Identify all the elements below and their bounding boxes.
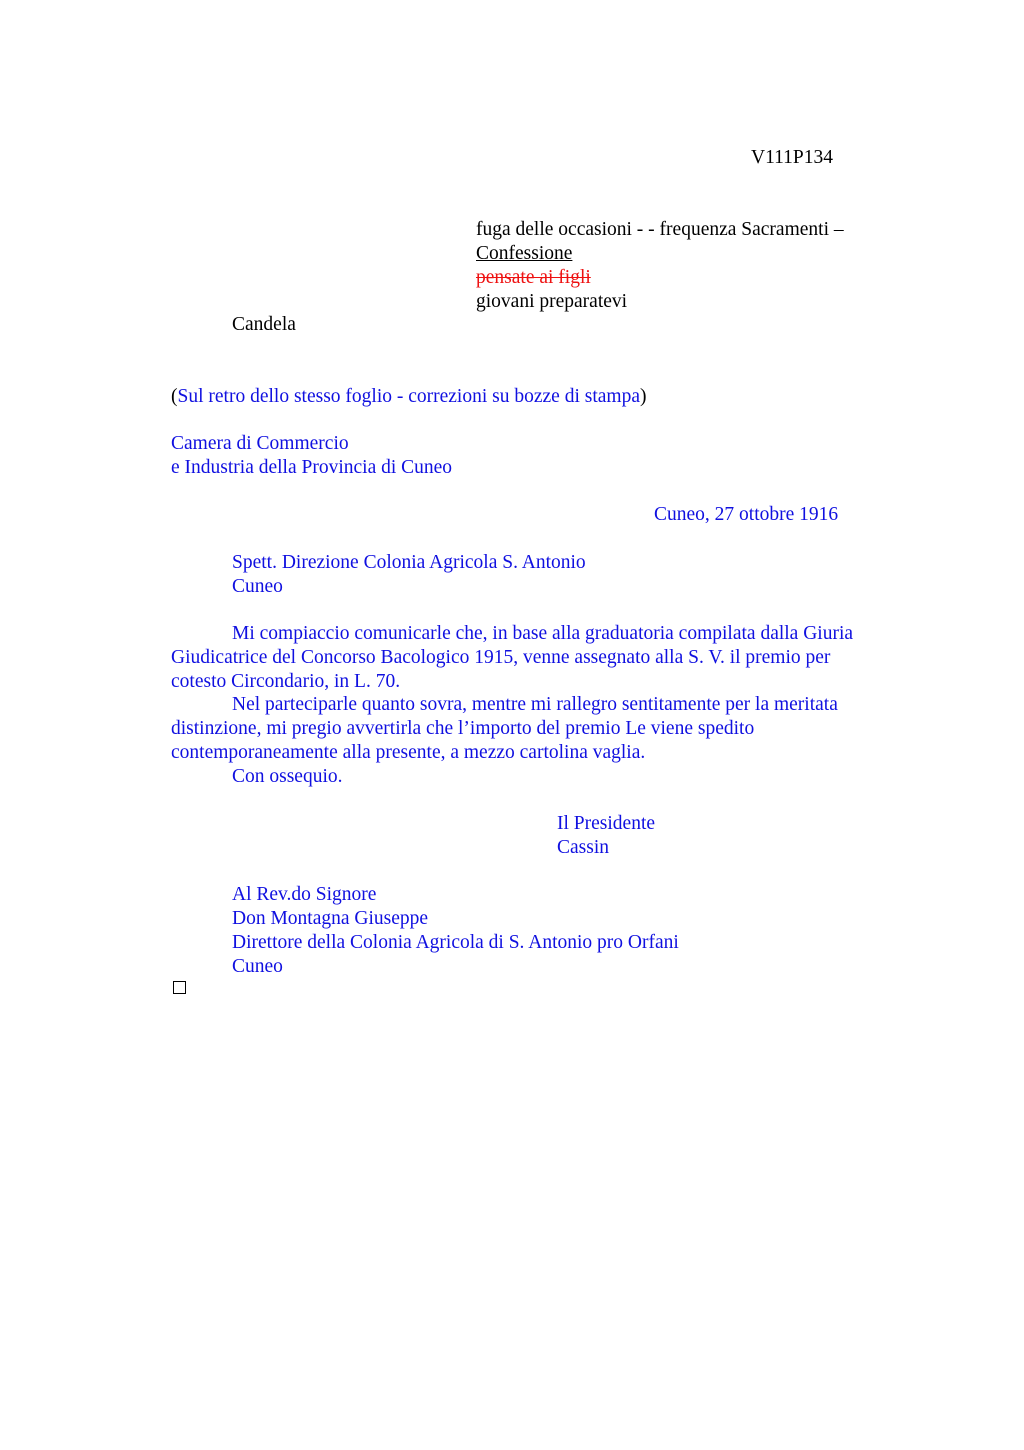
signature-title: Il Presidente [557, 813, 656, 834]
back-note-close-paren: ) [639, 386, 647, 407]
reference-code: V111P134 [751, 147, 833, 168]
signature-name: Cassin [557, 837, 610, 858]
note-line-2: Confessione [476, 243, 573, 264]
recipient-line-1: Spett. Direzione Colonia Agricola S. Antonio [232, 552, 586, 573]
address-line: Cuneo [232, 956, 283, 977]
recipient-line-2: Cuneo [232, 576, 283, 597]
note-line-4: giovani preparatevi [476, 291, 628, 312]
note-line-3-struck: pensate ai figli [476, 267, 591, 288]
checkbox-icon[interactable] [173, 981, 186, 994]
address-line: Don Montagna Giuseppe [232, 908, 429, 929]
address-line: Direttore della Colonia Agricola di S. Antonio pro Orfani [232, 932, 679, 953]
body-line: cotesto Circondario, in L. 70. [171, 671, 401, 692]
body-line: contemporaneamente alla presente, a mezzo cartolina vaglia. [171, 742, 646, 763]
place-name: Candela [232, 314, 296, 335]
body-line: distinzione, mi pregio avvertirla che l’importo del premio Le viene spedito [171, 718, 755, 739]
body-line: Nel parteciparle quanto sovra, mentre mi rallegro sentitamente per la meritata [232, 694, 838, 715]
sender-line-1: Camera di Commercio [171, 433, 349, 454]
sender-line-2: e Industria della Provincia di Cuneo [171, 457, 453, 478]
back-note [171, 385, 646, 409]
back-note-text: Sul retro dello stesso foglio - correzioni su bozze di stampa [177, 386, 640, 407]
letter-date: Cuneo, 27 ottobre 1916 [654, 504, 839, 525]
back-note-open-paren: ( [171, 386, 178, 407]
address-line: Al Rev.do Signore [232, 884, 377, 905]
closing-line: Con ossequio. [232, 766, 343, 787]
body-line: Mi compiaccio comunicarle che, in base alla graduatoria compilata dalla Giuria [232, 623, 854, 644]
note-line-1: fuga delle occasioni - - frequenza Sacramenti – [476, 219, 844, 240]
body-line: Giudicatrice del Concorso Bacologico 1915, venne assegnato alla S. V. il premio per [171, 647, 831, 668]
